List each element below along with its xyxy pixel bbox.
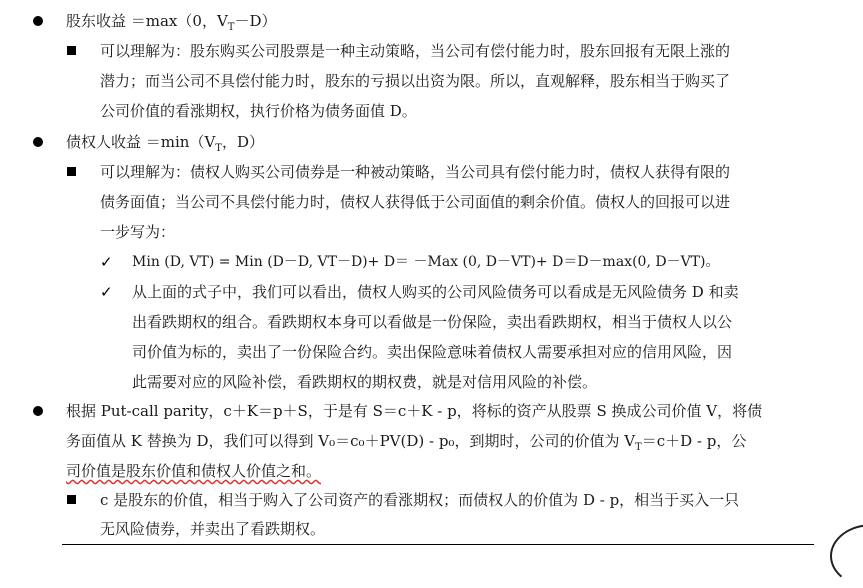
heading-tail: ，D） (221, 133, 264, 151)
explanation-line: 从上面的式子中，我们可以看出，债权人购买的公司风险债务可以看成是无风险债务 D 和卖 (132, 283, 739, 301)
bottom-rule (62, 544, 814, 545)
paragraph-line: 可以理解为：债权人购买公司债券是一种被动策略，当公司具有偿付能力时，债权人获得有限的 (100, 163, 731, 181)
checkmark-icon: ✓ (100, 253, 113, 271)
subscript: T (635, 442, 642, 453)
section-heading-creditor (66, 127, 264, 157)
paragraph-line: 潜力；而当公司不具偿付能力时，股东的亏损以出资为限。所以，直观解释，股东相当于购买了 (100, 72, 731, 90)
paragraph-text: 司价值是股东价值和债权人价值之和。 (66, 462, 322, 480)
checkmark-icon: ✓ (100, 283, 113, 301)
heading-subscript: T (215, 143, 222, 154)
sub-paragraph-line: c 是股东的价值，相当于购入了公司资产的看涨期权；而债权人的价值为 D - p，相当于买入一只 (100, 491, 740, 509)
paragraph-line: 根据 Put-call parity，c＋K＝p＋S，于是有 S＝c＋K - p，将标的资产从股票 S 换成公司价值 V，将债 (66, 402, 763, 420)
explanation-line: 此需要对应的风险补偿，看跌期权的期权费，就是对信用风险的补偿。 (132, 373, 598, 391)
formula-line: Min (D, VT) = Min (D－D, VT－D)+ D＝ －Max (0, D－VT)+ D＝D－max(0, D－VT)。 (132, 254, 720, 270)
section-heading-shareholder (66, 6, 276, 36)
bullet-dot (33, 137, 43, 147)
paragraph-line: 可以理解为：股东购买公司股票是一种主动策略，当公司有偿付能力时，股东回报有无限上涨的 (100, 42, 731, 60)
bullet-square (67, 167, 76, 176)
paragraph-line (66, 456, 321, 486)
sub-paragraph-line: 无风险债券，并卖出了看跌期权。 (100, 520, 326, 538)
paragraph-line: 债务面值；当公司不具偿付能力时，债权人获得低于公司面值的剩余价值。债权人的回报可以进 (100, 193, 731, 211)
heading-tail: －D） (234, 12, 277, 30)
explanation-line (132, 307, 732, 337)
paragraph-tail: ＝c＋D - p，公 (641, 432, 747, 450)
heading-subscript: T (227, 22, 235, 33)
bullet-square (67, 46, 76, 55)
paragraph-line: 公司价值的看涨期权，执行价格为债务面值 D。 (100, 102, 417, 120)
bullet-dot (33, 16, 43, 26)
bullet-dot (33, 406, 43, 416)
heading-text: 股东收益 ＝max（0，V (66, 12, 228, 30)
paragraph-text: 务面值从 K 替换为 D，我们可以得到 V₀＝c₀＋PV(D) - p₀，到期时，公司的价值为 V (66, 432, 636, 450)
heading-text: 债权人收益 ＝min（V (66, 133, 216, 151)
explanation-line: 司价值为标的，卖出了一份保险合约。卖出保险意味着债权人需要承担对应的信用风险，因 (132, 343, 733, 361)
corner-arc-shape (830, 524, 863, 588)
paragraph-line (66, 426, 746, 456)
explanation-text: 出看跌期权的组合。看跌期权本身可以看做是一份保险，卖出看跌期权，相当于债权人以公 (132, 313, 733, 331)
paragraph-line: 一步写为： (100, 223, 176, 241)
bullet-square (67, 495, 76, 504)
